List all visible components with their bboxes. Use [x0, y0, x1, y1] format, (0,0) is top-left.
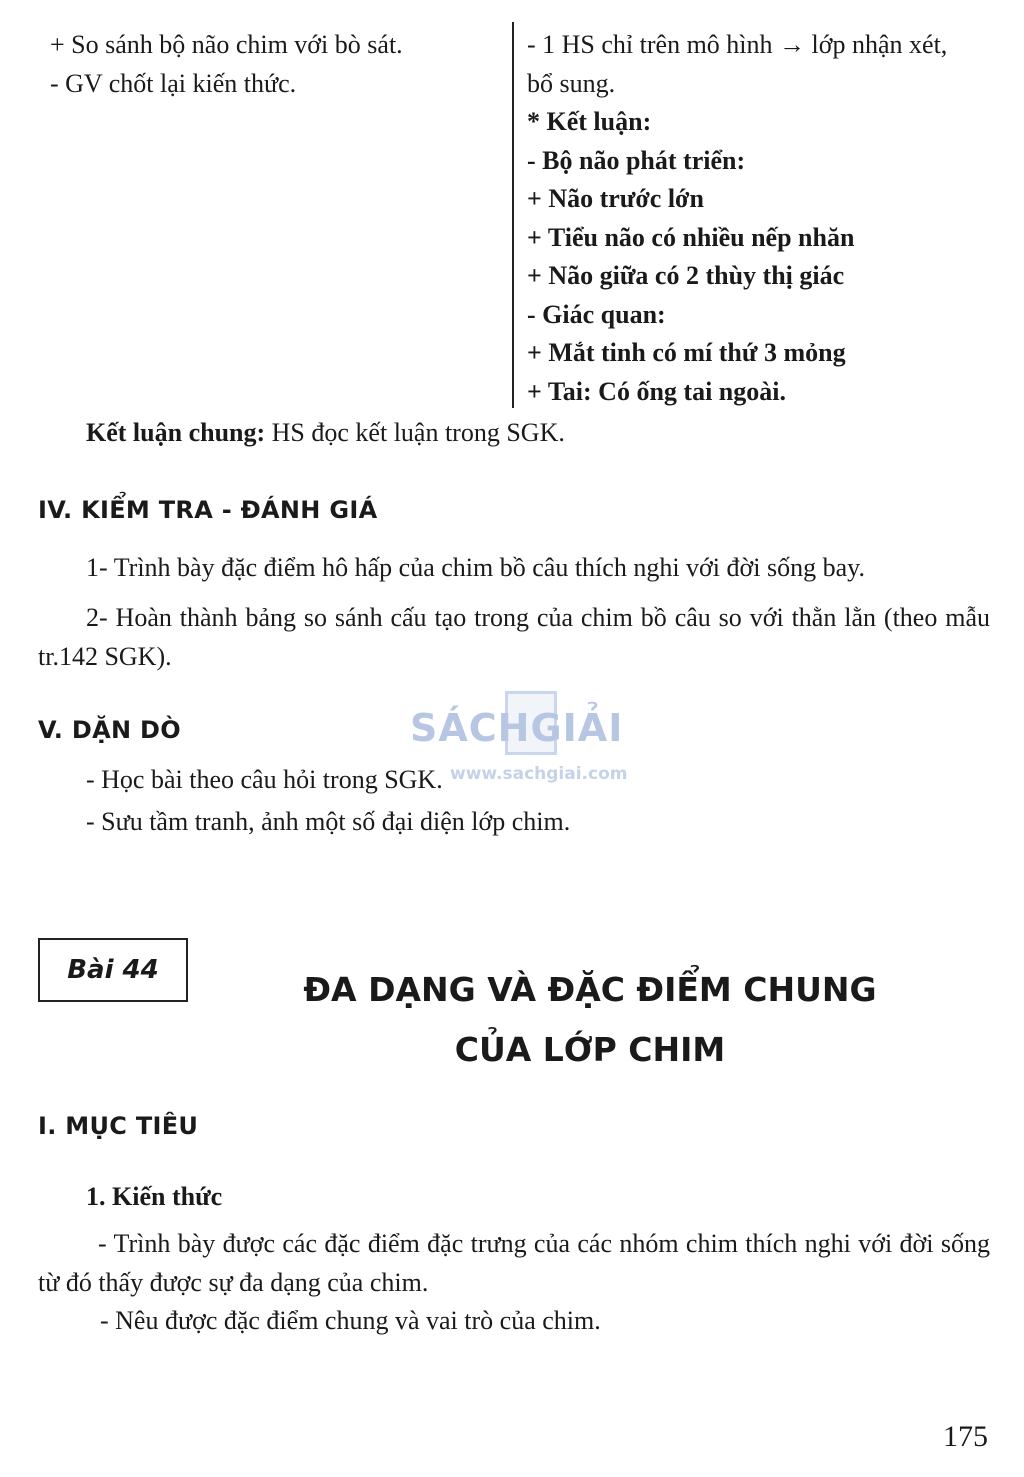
- table-left-line: - GV chốt lại kiến thức.: [50, 68, 297, 98]
- objective-1: - Trình bày được các đặc điểm đặc trưng của các nhóm chim thích nghi với đời sống từ đó thấy được sự đa dạng của chim.: [38, 1229, 990, 1297]
- table-right-line: + Tai: Có ống tai ngoài.: [527, 376, 786, 406]
- table-right-line: + Mắt tinh có mí thứ 3 mỏng: [527, 338, 846, 367]
- knowledge-subheading: 1. Kiến thức: [86, 1182, 223, 1211]
- watermark-url: www.sachgiai.com: [450, 764, 628, 784]
- table-right-line: * Kết luận:: [527, 107, 652, 136]
- table-right-line: + Não giữa có 2 thùy thị giác: [527, 261, 845, 290]
- watermark-text: SÁCHGIẢI: [410, 706, 624, 750]
- review-question-1: 1- Trình bày đặc điểm hô hấp của chim bồ câu thích nghi với đời sống bay.: [86, 553, 865, 582]
- homework-task-1: - Học bài theo câu hỏi trong SGK.: [86, 765, 443, 794]
- table-right-line: + Não trước lớn: [527, 184, 704, 213]
- lesson-title-line-2: CỦA LỚP CHIM: [454, 1030, 726, 1069]
- section-i-heading: I. MỤC TIÊU: [38, 1112, 199, 1140]
- section-iv-heading: IV. KIỂM TRA - ĐÁNH GIÁ: [38, 496, 378, 524]
- homework-task-2: - Sưu tầm tranh, ảnh một số đại diện lớp chim.: [86, 807, 571, 836]
- table-right-line: + Tiểu não có nhiều nếp nhăn: [527, 222, 855, 252]
- table-right-line: bổ sung.: [527, 68, 616, 98]
- table-column-divider: [512, 22, 514, 408]
- table-right-line: - Giác quan:: [527, 299, 666, 329]
- table-right-line: - Bộ não phát triển:: [527, 145, 746, 175]
- conclusion-text: HS đọc kết luận trong SGK.: [265, 418, 565, 447]
- lesson-number: Bài 44: [67, 955, 159, 985]
- lesson-number-box: [38, 938, 188, 1002]
- lesson-title-line-1: ĐA DẠNG VÀ ĐẶC ĐIỂM CHUNG: [303, 970, 877, 1009]
- lesson-title: [230, 960, 950, 1080]
- page-number: 175: [943, 1420, 988, 1453]
- table-left-column: [50, 26, 500, 103]
- conclusion-label: Kết luận chung:: [86, 418, 266, 447]
- table-right-column: [527, 26, 997, 411]
- objective-2: - Nêu được đặc điểm chung và vai trò của chim.: [100, 1306, 601, 1335]
- general-conclusion: [86, 414, 565, 453]
- table-right-line: - 1 HS chỉ trên mô hình → lớp nhận xét,: [527, 30, 948, 59]
- table-left-line: + So sánh bộ não chim với bò sát.: [50, 30, 403, 59]
- review-question-2: 2- Hoàn thành bảng so sánh cấu tạo trong của chim bồ câu so với thằn lằn (theo mẫu tr.142 SGK).: [38, 603, 990, 671]
- section-v-heading: V. DẶN DÒ: [38, 716, 181, 744]
- watermark-logo: [410, 688, 628, 788]
